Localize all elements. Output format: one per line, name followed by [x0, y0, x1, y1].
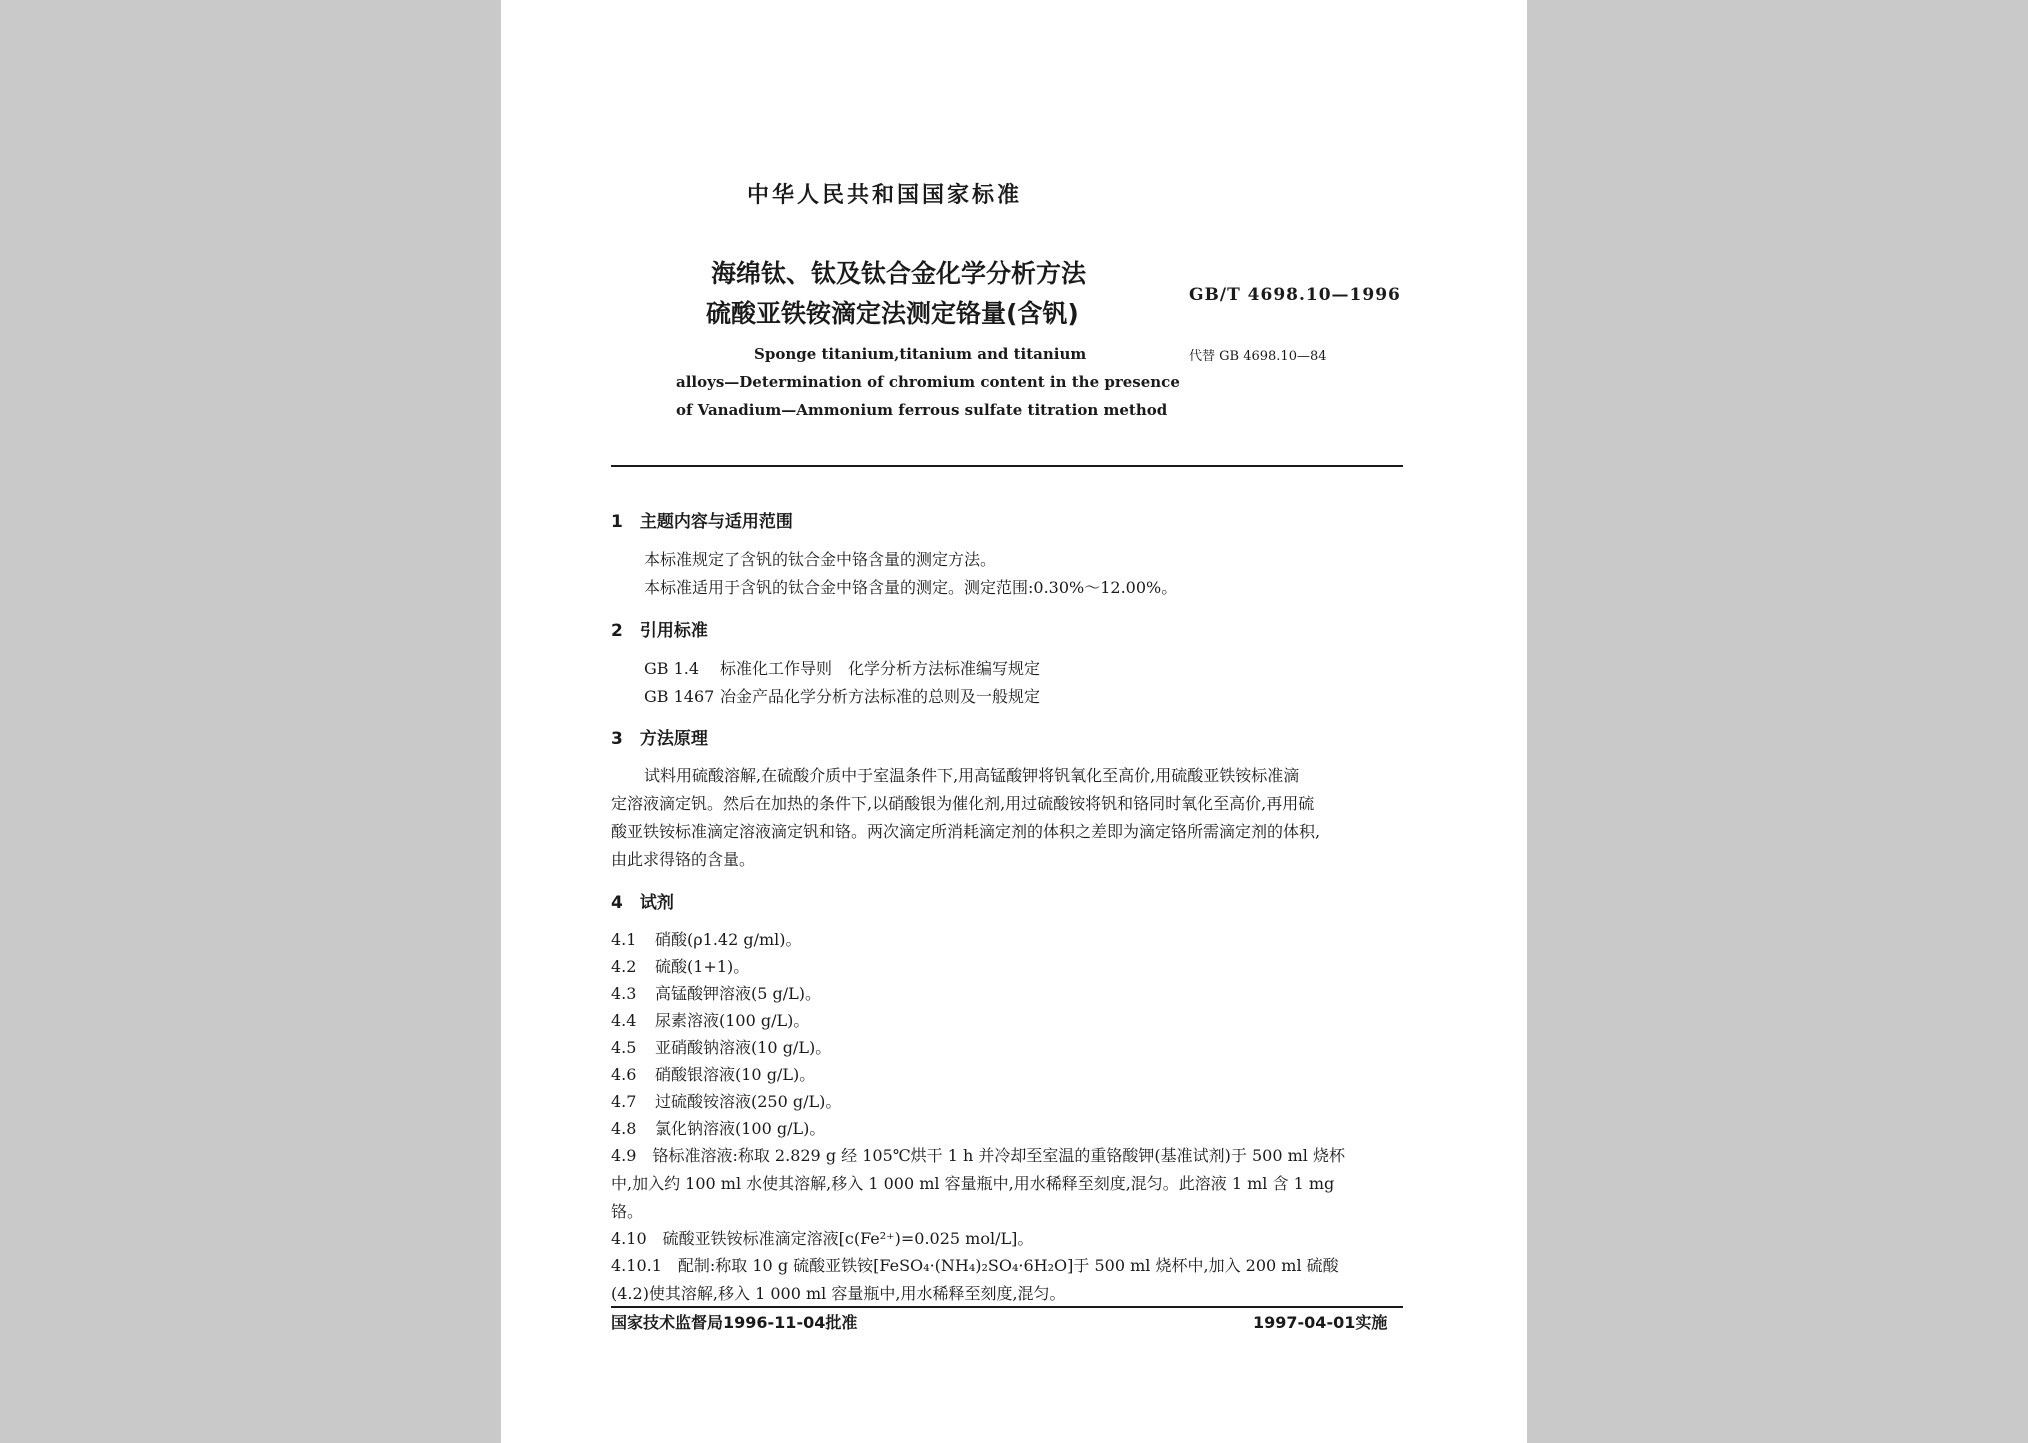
- reagent-item: [611, 954, 749, 977]
- document-title-line2: 硫酸亚铁铵滴定法测定铬量(含钒): [706, 299, 1079, 328]
- reference-code: GB 1467: [644, 687, 715, 706]
- section-3-line: 试料用硫酸溶解,在硫酸介质中于室温条件下,用高锰酸钾将钒氧化至高价,用硫酸亚铁铵标准滴: [644, 766, 1300, 785]
- english-title-line1: Sponge titanium,titanium and titanium: [754, 345, 1087, 363]
- standard-code: GB/T 4698.10—1996: [1189, 285, 1401, 305]
- reagent-item: [611, 1089, 841, 1112]
- reagent-text: 氯化钠溶液(100 g/L)。: [655, 1119, 826, 1138]
- document-page: [501, 0, 1527, 1443]
- section-3-line: 定溶液滴定钒。然后在加热的条件下,以硝酸银为催化剂,用过硫酸铵将钒和铬同时氧化至高价,再用硫: [611, 794, 1315, 813]
- reagent-number: 4.2: [611, 957, 637, 976]
- reagent-number: 4.6: [611, 1065, 637, 1084]
- reagent-4-9-line: 4.9 铬标准溶液:称取 2.829 g 经 105℃烘干 1 h 并冷却至室温的重铬酸钾(基准试剂)于 500 ml 烧杯: [611, 1146, 1345, 1165]
- header-divider: [611, 465, 1403, 467]
- reference-title: 冶金产品化学分析方法标准的总则及一般规定: [720, 687, 1041, 706]
- reference-row: [644, 656, 1040, 679]
- approval-note: 国家技术监督局1996-11-04批准: [611, 1313, 858, 1332]
- reagent-4-10-1-line: 4.10.1 配制:称取 10 g 硫酸亚铁铵[FeSO₄·(NH₄)₂SO₄·6H₂O]于 500 ml 烧杯中,加入 200 ml 硫酸: [611, 1256, 1339, 1275]
- reagent-number: 4.1: [611, 930, 637, 949]
- reference-row: [644, 684, 1040, 707]
- english-title-line3: of Vanadium—Ammonium ferrous sulfate titration method: [676, 401, 1168, 419]
- section-1-line1: 本标准规定了含钒的钛合金中铬含量的测定方法。: [644, 550, 997, 569]
- reagent-item: [611, 1062, 815, 1085]
- reagent-4-9-line: 铬。: [611, 1202, 644, 1221]
- english-title-line2: alloys—Determination of chromium content in the presence: [676, 373, 1180, 391]
- reagent-item: [611, 981, 821, 1004]
- reagent-text: 硫酸(1+1)。: [655, 957, 750, 976]
- reagent-number: 4.5: [611, 1038, 637, 1057]
- footer-divider: [611, 1306, 1403, 1308]
- section-1-line2: 本标准适用于含钒的钛合金中铬含量的测定。测定范围:0.30%～12.00%。: [644, 578, 1178, 597]
- reagent-text: 尿素溶液(100 g/L)。: [655, 1011, 810, 1030]
- reagent-text: 亚硝酸钠溶液(10 g/L)。: [655, 1038, 832, 1057]
- reagent-item: [611, 1035, 831, 1058]
- document-title-line1: 海绵钛、钛及钛合金化学分析方法: [711, 259, 1087, 288]
- reference-title: 标准化工作导则 化学分析方法标准编写规定: [720, 659, 1041, 678]
- section-3-heading: 3 方法原理: [611, 729, 708, 749]
- reagent-text: 过硫酸铵溶液(250 g/L)。: [655, 1092, 842, 1111]
- section-2-heading: 2 引用标准: [611, 621, 708, 641]
- section-1-heading: 1 主题内容与适用范围: [611, 512, 793, 532]
- reagent-4-9-line: 中,加入约 100 ml 水使其溶解,移入 1 000 ml 容量瓶中,用水稀释至刻度,混匀。此溶液 1 ml 含 1 mg: [611, 1174, 1335, 1193]
- section-3-line: 由此求得铬的含量。: [611, 850, 756, 869]
- replaces-note: 代替 GB 4698.10—84: [1189, 349, 1327, 364]
- reagent-item: [611, 927, 802, 950]
- reagent-text: 高锰酸钾溶液(5 g/L)。: [655, 984, 822, 1003]
- reagent-text: 硝酸(ρ1.42 g/ml)。: [655, 930, 802, 949]
- reagent-4-10: 4.10 硫酸亚铁铵标准滴定溶液[c(Fe²⁺)=0.025 mol/L]。: [611, 1229, 1034, 1248]
- section-4-heading: 4 试剂: [611, 893, 674, 913]
- national-standard-title: 中华人民共和国国家标准: [747, 183, 1023, 208]
- reagent-number: 4.7: [611, 1092, 637, 1111]
- reference-code: GB 1.4: [644, 659, 700, 678]
- reagent-number: 4.4: [611, 1011, 637, 1030]
- reagent-text: 硝酸银溶液(10 g/L)。: [655, 1065, 816, 1084]
- effective-date-note: 1997-04-01实施: [1253, 1313, 1388, 1332]
- section-3-line: 酸亚铁铵标准滴定溶液滴定钒和铬。两次滴定所消耗滴定剂的体积之差即为滴定铬所需滴定剂的体积,: [611, 822, 1321, 841]
- reagent-item: [611, 1116, 825, 1139]
- reagent-number: 4.3: [611, 984, 637, 1003]
- reagent-item: [611, 1008, 809, 1031]
- reagent-number: 4.8: [611, 1119, 637, 1138]
- reagent-4-10-1-line: (4.2)使其溶解,移入 1 000 ml 容量瓶中,用水稀释至刻度,混匀。: [611, 1284, 1066, 1303]
